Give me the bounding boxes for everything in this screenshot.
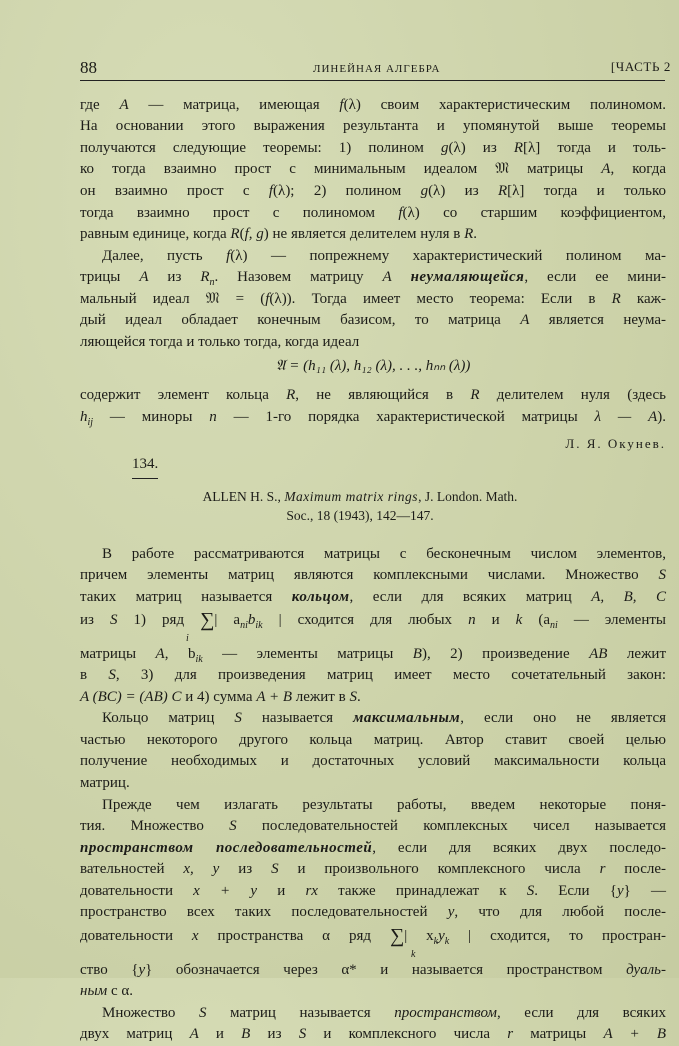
text-line: ным с α. <box>80 983 133 999</box>
text-line: ство {y} обозначается через α* и называется пространством дуаль- <box>80 962 666 978</box>
text-line: Далее, пусть f(λ) — попрежнему характеристический полином ма- <box>102 248 666 264</box>
text-line: двух матриц A и B из S и комплексного числа r матрицы A + B <box>80 1026 667 1042</box>
text-line: В работе рассматриваются матрицы с бесконечным числом элементов, <box>102 546 666 562</box>
text-line: содержит элемент кольца R, не являющийся в R делителем нуля (здесь <box>80 387 667 403</box>
text-line: матриц. <box>80 775 130 791</box>
text-line: Кольцо матриц S называется максимальным, если оно не является <box>102 710 666 726</box>
text-line: довательности x + y и rx также принадлежат к S. Если {y} — <box>80 883 667 899</box>
sum-symbol: ∑ <box>200 609 215 631</box>
text-line: мальный идеал 𝔐 = (f(λ)). Тогда имеет место теорема: Если в R каж- <box>80 291 667 307</box>
text-line: пространством последовательностей, если для всяких двух последо- <box>80 840 666 856</box>
text-line: На основании этого выражения результанта и упомянутой выше теоремы <box>80 118 666 134</box>
text-line: дый идеал обладает конечным базисом, то матрица A является неума- <box>80 312 667 328</box>
text-line: получение необходимых и достаточных условий максимальности кольца <box>80 753 666 769</box>
text-line: Прежде чем излагать результаты работы, введем некоторые поня- <box>102 797 666 813</box>
page-number: 88 <box>80 58 97 77</box>
text-line: трицы A из $R_n$. Назовем матрицу A неумаляющейся, если ее мини- <box>80 269 667 288</box>
text-line: вательностей x, y из S и произвольного комплексного числа r после- <box>80 861 667 877</box>
text-line: частью некоторого другого кольца матриц. Автор ставит своей целью <box>80 732 666 748</box>
part-label: [ЧАСТЬ 2 <box>610 59 671 74</box>
text-line: матрицы A, $b_{ik}$ — элементы матрицы B), 2) произведение AB лежит <box>80 646 667 665</box>
entry-number: 134. <box>132 454 158 479</box>
sum-index: i <box>186 633 189 644</box>
reference-line-1: ALLEN H. S., Maximum matrix rings, J. London. Math. <box>202 489 518 504</box>
text-line: $h_{ij}$ — миноры n — 1-го порядка характеристической матрицы λ — A). <box>80 409 667 428</box>
text-line: причем элементы матриц являются комплексными числами. Множество S <box>80 567 666 583</box>
text-line: из S 1) ряд ∑| $a_{ni}b_{ik}$ | сходится для любых n и k ($a_{ni}$ — элементы <box>80 609 666 631</box>
formula: 𝔄 = (h₁₁ (λ), h₁₂ (λ), . . ., hₙₙ (λ)) <box>275 358 471 374</box>
text-line: Множество S матриц называется пространством, если для всяких <box>102 1005 666 1021</box>
text-line: таких матриц называется кольцом, если для всяких матриц A, B, C <box>80 589 666 605</box>
text-line: довательности x пространства α ряд ∑| $x_ky_k$ | сходится, то простран- <box>80 925 666 947</box>
text-line: тия. Множество S последовательностей комплексных чисел называется <box>80 818 666 834</box>
text-line: он взаимно прост с f(λ); 2) полином g(λ) из R[λ] тогда и только <box>80 183 666 199</box>
book-page <box>80 58 671 1042</box>
text-line: в S, 3) для произведения матриц имеет место сочетательный закон: <box>80 667 666 683</box>
sum-symbol: ∑ <box>389 925 405 947</box>
text-line: тогда взаимно прост с полиномом f(λ) со старшим коэффициентом, <box>80 205 666 221</box>
sum-index: k <box>411 949 416 960</box>
text-line: A (BC) = (AB) C и 4) сумма A + B лежит в S. <box>80 689 361 705</box>
running-title: ЛИНЕЙНАЯ АЛГЕБРА <box>313 63 441 75</box>
text-line: равным единице, когда R(f, g) не является делителем нуля в R. <box>80 226 477 242</box>
text-line: ляющейся тогда и только тогда, когда идеал <box>80 334 360 350</box>
text-line: ко тогда взаимно прост с минимальным идеалом 𝔐 матрицы A, когда <box>80 161 666 177</box>
text-line: пространство всех таких последовательностей y, что для любой после- <box>80 904 667 920</box>
reference-line-2: Soc., 18 (1943), 142—147. <box>286 508 434 523</box>
reviewer-signature: Л. Я. Окунев. <box>565 436 666 451</box>
text-line: где A — матрица, имеющая f(λ) своим характеристическим полиномом. <box>80 97 666 113</box>
page-header <box>80 58 671 81</box>
text-line: получаются следующие теоремы: 1) полином g(λ) из R[λ] тогда и толь- <box>80 140 667 156</box>
